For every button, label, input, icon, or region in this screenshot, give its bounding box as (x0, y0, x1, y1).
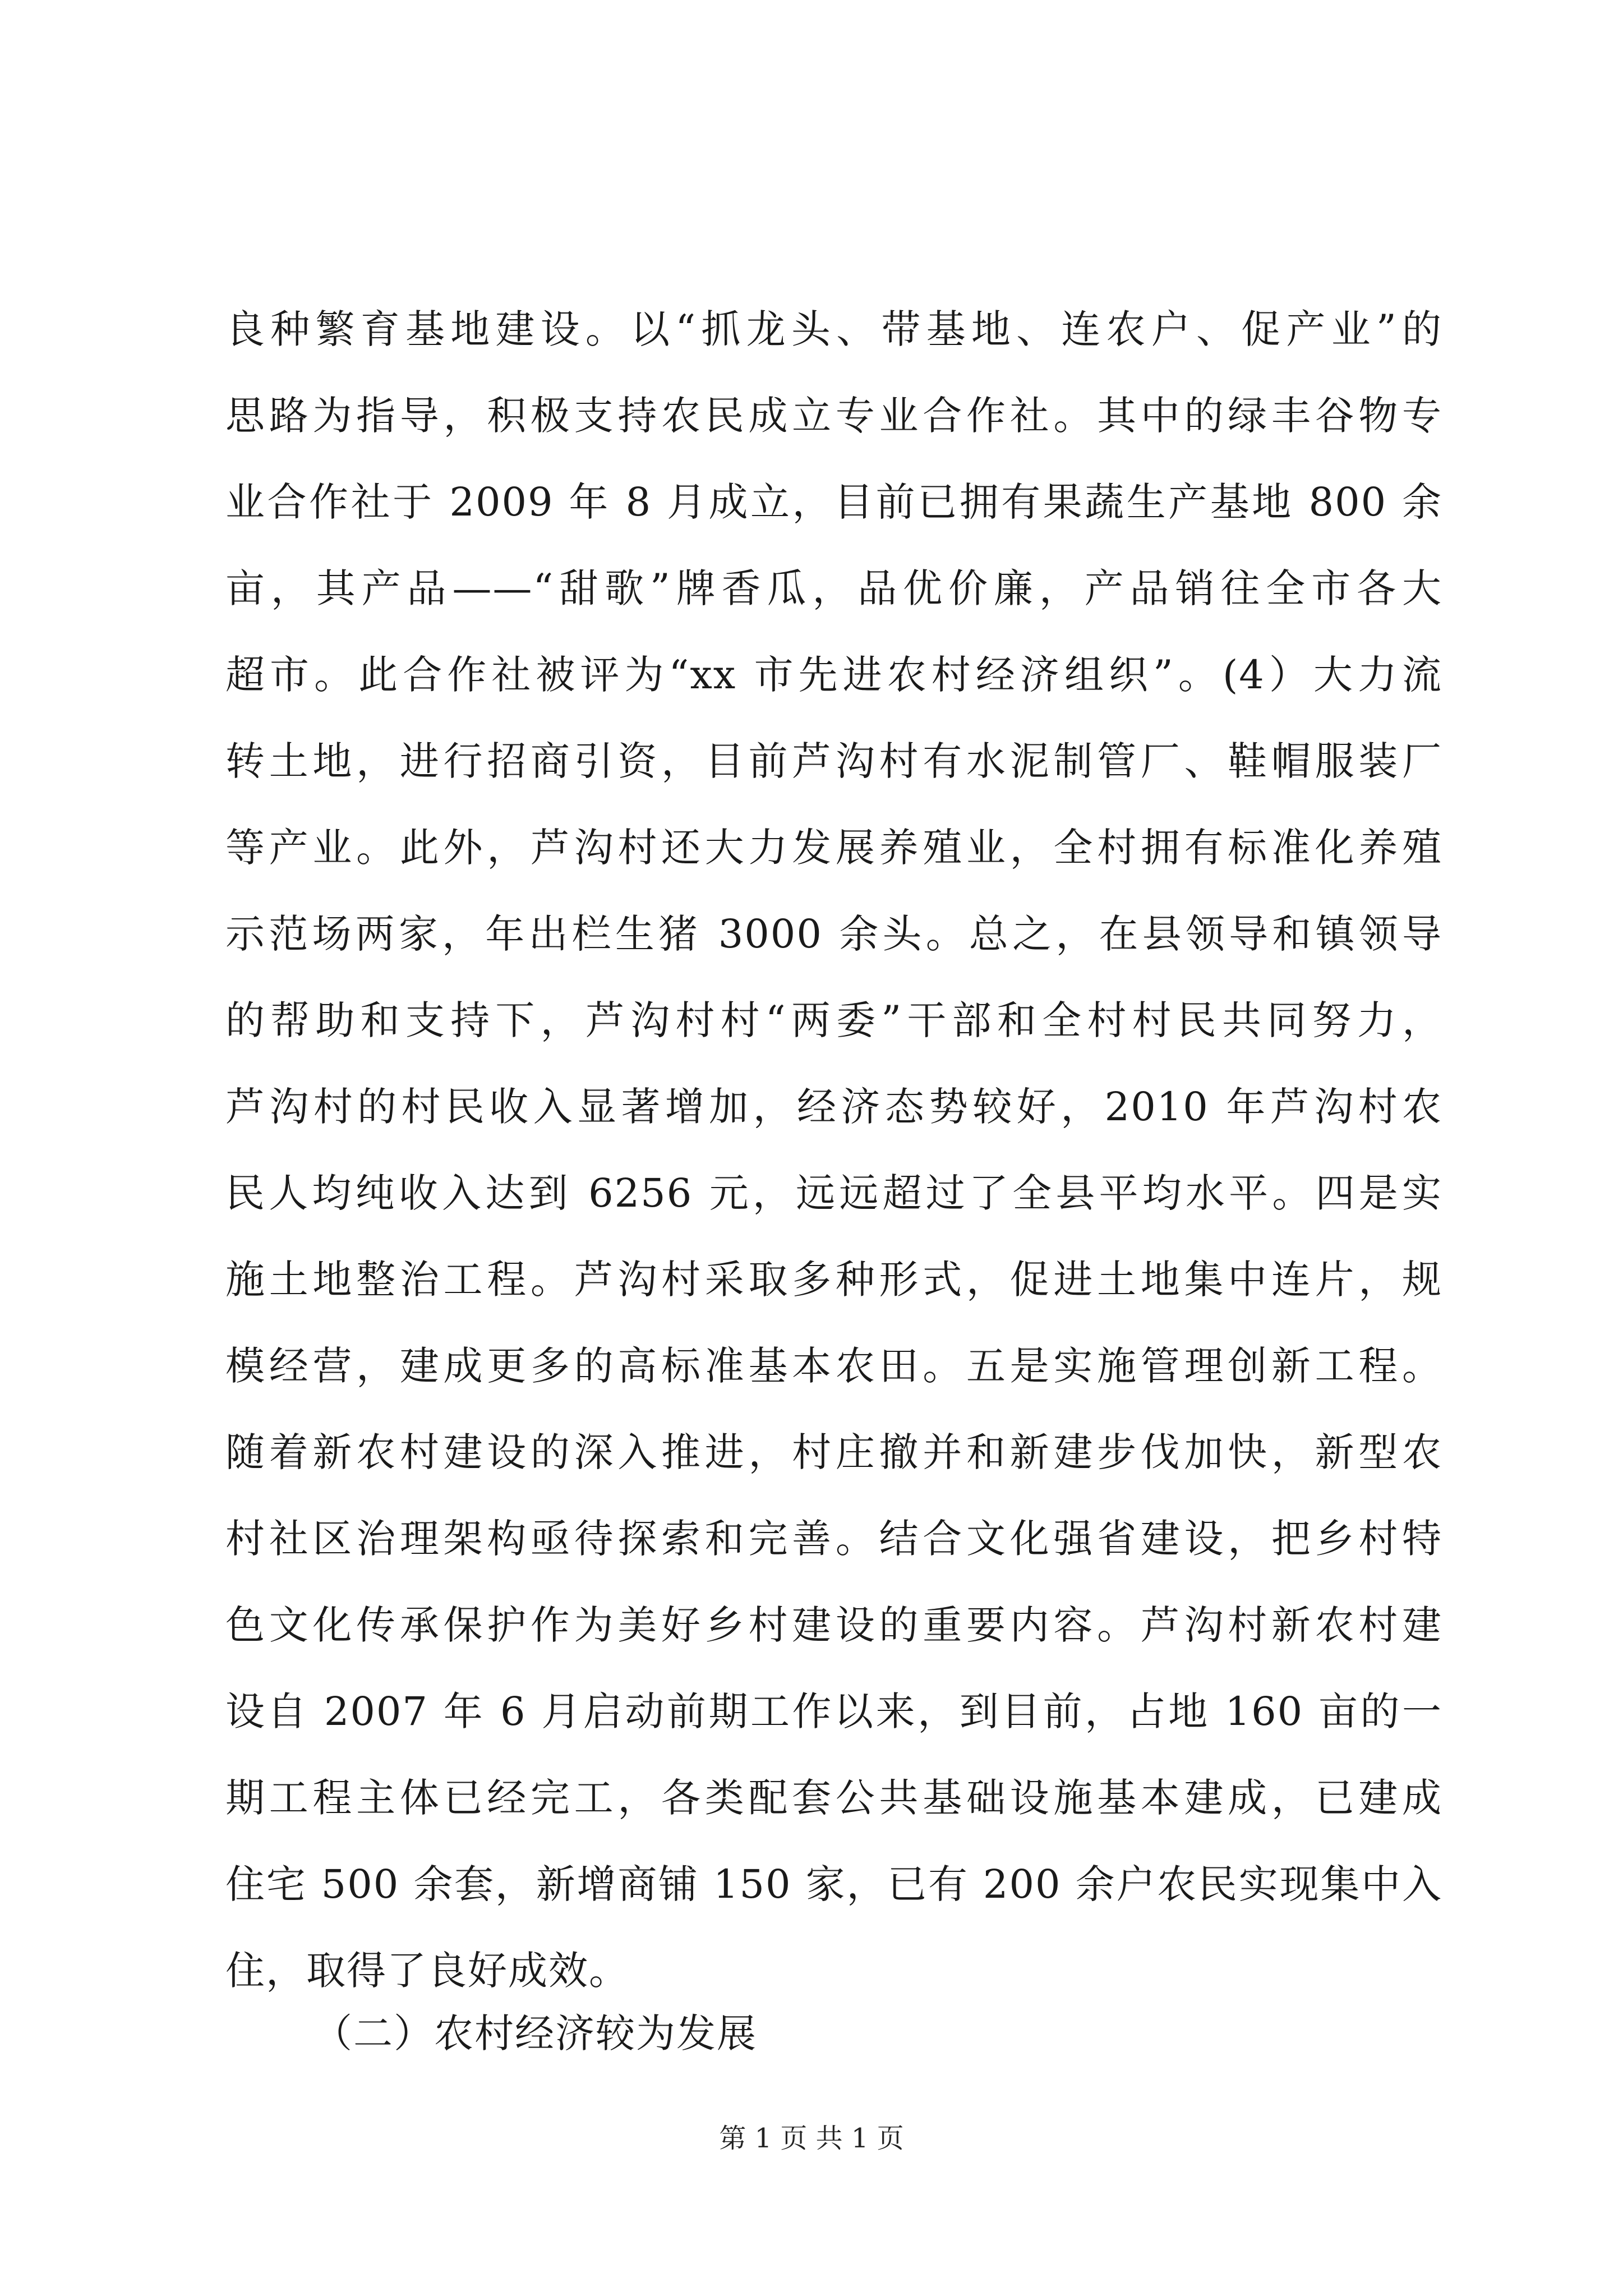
section-heading: （二）农村经济较为发展 (313, 2010, 757, 2056)
page-footer: 第 1 页 共 1 页 (719, 2123, 904, 2154)
paragraph-line: 住，取得了良好成效。 (225, 1948, 629, 1994)
paragraph-line: 示范场两家，年出栏生猪 3000 余头。总之，在县领导和镇领导 (225, 911, 1442, 957)
paragraph-line: 期工程主体已经完工，各类配套公共基础设施基本建成，已建成 (225, 1775, 1442, 1821)
paragraph-line: 民人均纯收入达到 6256 元，远远超过了全县平均水平。四是实 (225, 1170, 1442, 1216)
paragraph-line: 设自 2007 年 6 月启动前期工作以来，到目前，占地 160 亩的一 (225, 1688, 1442, 1734)
paragraph-line: 村社区治理架构亟待探索和完善。结合文化强省建设，把乡村特 (225, 1516, 1442, 1562)
paragraph-line: 的帮助和支持下，芦沟村村“两委”干部和全村村民共同努力， (225, 997, 1442, 1043)
paragraph-line: 模经营，建成更多的高标准基本农田。五是实施管理创新工程。 (225, 1343, 1442, 1389)
paragraph-line: 亩，其产品——“甜歌”牌香瓜，品优价廉，产品销往全市各大 (225, 565, 1442, 611)
paragraph-line: 转土地，进行招商引资，目前芦沟村有水泥制管厂、鞋帽服装厂 (225, 738, 1442, 784)
paragraph-line: 思路为指导，积极支持农民成立专业合作社。其中的绿丰谷物专 (225, 393, 1442, 439)
paragraph-line: 住宅 500 余套，新增商铺 150 家，已有 200 余户农民实现集中入 (225, 1861, 1442, 1907)
paragraph-line: 良种繁育基地建设。以“抓龙头、带基地、连农户、促产业”的 (225, 306, 1442, 352)
paragraph-line: 芦沟村的村民收入显著增加，经济态势较好，2010 年芦沟村农 (225, 1084, 1442, 1130)
paragraph-line: 超市。此合作社被评为“xx 市先进农村经济组织”。(4）大力流 (225, 652, 1442, 698)
paragraph-line: 施土地整治工程。芦沟村采取多种形式，促进土地集中连片，规 (225, 1257, 1442, 1303)
body-paragraph (225, 286, 1442, 2014)
paragraph-line: 色文化传承保护作为美好乡村建设的重要内容。芦沟村新农村建 (225, 1602, 1442, 1648)
paragraph-line: 等产业。此外，芦沟村还大力发展养殖业，全村拥有标准化养殖 (225, 825, 1442, 871)
paragraph-line: 随着新农村建设的深入推进，村庄撤并和新建步伐加快，新型农 (225, 1429, 1442, 1475)
paragraph-line: 业合作社于 2009 年 8 月成立，目前已拥有果蔬生产基地 800 余 (225, 479, 1442, 525)
